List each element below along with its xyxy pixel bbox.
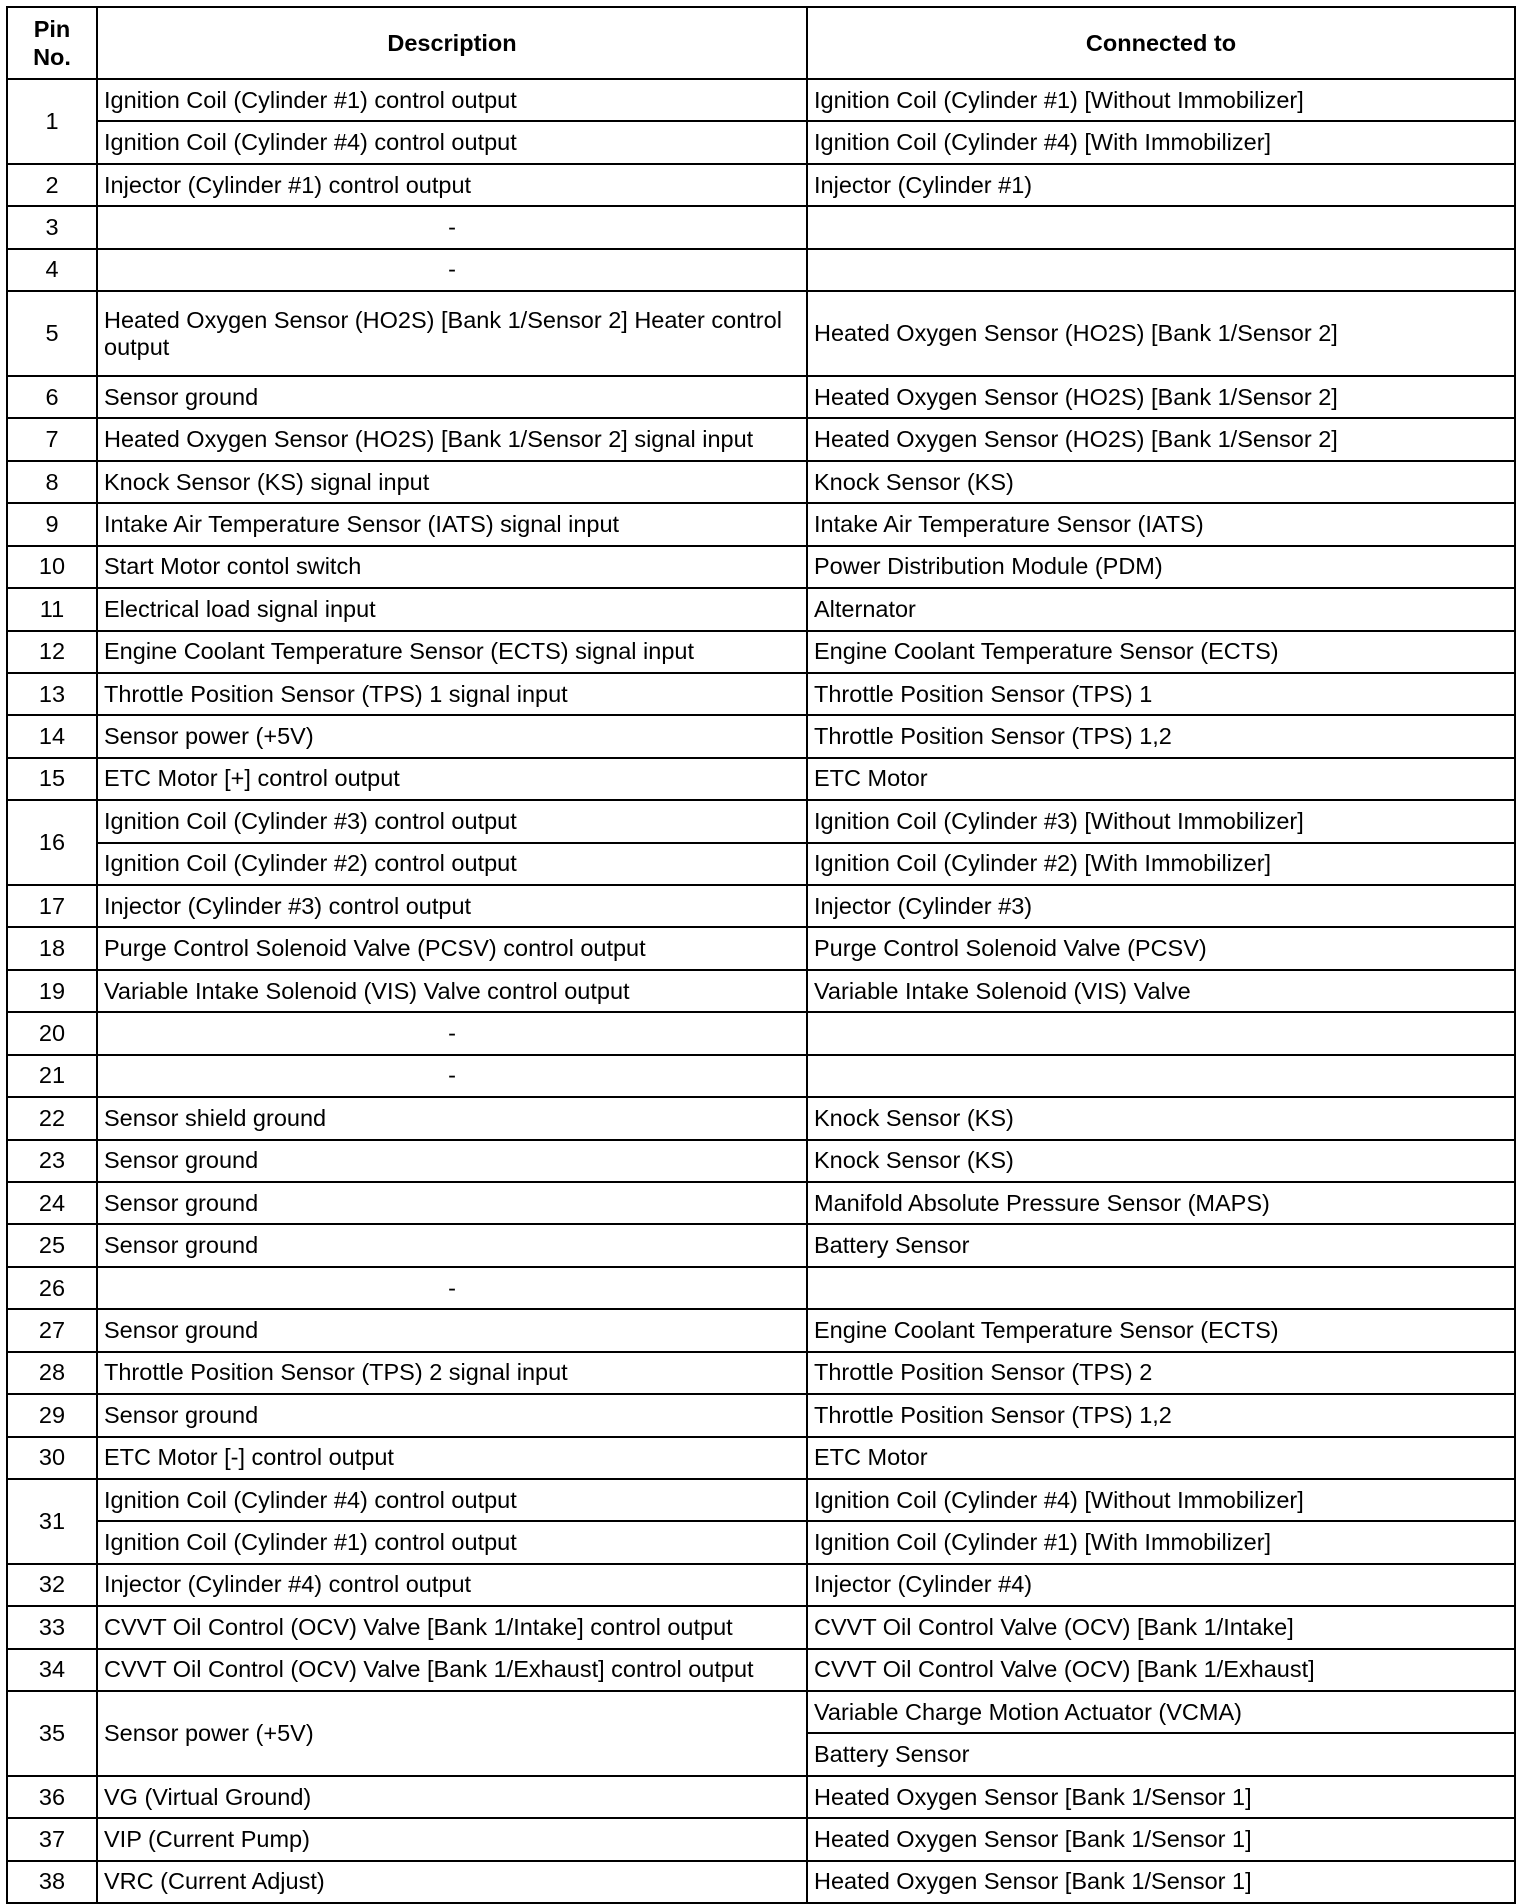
connected-to-cell: CVVT Oil Control Valve (OCV) [Bank 1/Exhaust] — [807, 1649, 1515, 1691]
table-row — [7, 1479, 1515, 1521]
connected-to-cell: Heated Oxygen Sensor [Bank 1/Sensor 1] — [807, 1818, 1515, 1860]
table-row — [7, 1649, 1515, 1691]
table-row — [7, 885, 1515, 927]
connected-to-cell: Ignition Coil (Cylinder #1) [With Immobilizer] — [807, 1521, 1515, 1563]
pin-number: 19 — [7, 970, 97, 1012]
description-cell: - — [97, 1055, 807, 1097]
description-cell: Sensor shield ground — [97, 1097, 807, 1139]
pin-number: 21 — [7, 1055, 97, 1097]
pin-number: 11 — [7, 588, 97, 630]
table-row — [7, 546, 1515, 588]
table-row — [7, 1818, 1515, 1860]
description-cell: Sensor ground — [97, 1140, 807, 1182]
connected-to-cell: Battery Sensor — [807, 1224, 1515, 1266]
pin-number: 37 — [7, 1818, 97, 1860]
description-cell: Ignition Coil (Cylinder #4) control output — [97, 121, 807, 163]
pin-number: 35 — [7, 1691, 97, 1776]
pin-number: 1 — [7, 79, 97, 164]
pin-number: 26 — [7, 1267, 97, 1309]
table-row — [7, 1861, 1515, 1903]
connected-to-cell: Heated Oxygen Sensor [Bank 1/Sensor 1] — [807, 1861, 1515, 1903]
description-cell: Start Motor contol switch — [97, 546, 807, 588]
pin-number: 25 — [7, 1224, 97, 1266]
table-row — [7, 1437, 1515, 1479]
description-cell: Sensor ground — [97, 1309, 807, 1351]
table-row — [7, 1224, 1515, 1266]
pin-number: 2 — [7, 164, 97, 206]
header-row — [7, 7, 1515, 79]
pin-number: 14 — [7, 715, 97, 757]
connected-to-cell: Injector (Cylinder #4) — [807, 1564, 1515, 1606]
description-cell: Engine Coolant Temperature Sensor (ECTS) signal input — [97, 631, 807, 673]
pin-number: 18 — [7, 927, 97, 969]
description-cell: Sensor ground — [97, 1182, 807, 1224]
connected-to-cell — [807, 249, 1515, 291]
table-row — [7, 588, 1515, 630]
table-row — [7, 1691, 1515, 1733]
pin-number: 31 — [7, 1479, 97, 1564]
description-cell: Variable Intake Solenoid (VIS) Valve control output — [97, 970, 807, 1012]
table-row — [7, 1309, 1515, 1351]
description-cell: Throttle Position Sensor (TPS) 2 signal input — [97, 1352, 807, 1394]
pin-number: 15 — [7, 758, 97, 800]
description-cell: Injector (Cylinder #3) control output — [97, 885, 807, 927]
description-cell: Knock Sensor (KS) signal input — [97, 461, 807, 503]
pin-number: 8 — [7, 461, 97, 503]
header-connected-to: Connected to — [807, 7, 1515, 79]
table-row — [7, 1182, 1515, 1224]
connected-to-cell: Alternator — [807, 588, 1515, 630]
description-cell: CVVT Oil Control (OCV) Valve [Bank 1/Intake] control output — [97, 1606, 807, 1648]
description-cell: Sensor ground — [97, 1224, 807, 1266]
pin-number: 34 — [7, 1649, 97, 1691]
pin-number: 3 — [7, 206, 97, 248]
connected-to-cell: Engine Coolant Temperature Sensor (ECTS) — [807, 631, 1515, 673]
pin-number: 16 — [7, 800, 97, 885]
table-row — [7, 1564, 1515, 1606]
table-row — [7, 1521, 1515, 1563]
description-cell: Ignition Coil (Cylinder #2) control output — [97, 843, 807, 885]
description-cell: Sensor power (+5V) — [97, 715, 807, 757]
description-cell: Ignition Coil (Cylinder #3) control output — [97, 800, 807, 842]
table-row — [7, 800, 1515, 842]
table-row — [7, 461, 1515, 503]
connected-to-cell: Knock Sensor (KS) — [807, 1140, 1515, 1182]
connected-to-cell: Ignition Coil (Cylinder #4) [With Immobilizer] — [807, 121, 1515, 163]
table-row — [7, 1352, 1515, 1394]
description-cell: Heated Oxygen Sensor (HO2S) [Bank 1/Sensor 2] signal input — [97, 418, 807, 460]
pin-number: 29 — [7, 1394, 97, 1436]
pin-number: 12 — [7, 631, 97, 673]
description-cell: Intake Air Temperature Sensor (IATS) signal input — [97, 503, 807, 545]
description-cell: ETC Motor [+] control output — [97, 758, 807, 800]
table-row — [7, 927, 1515, 969]
header-description: Description — [97, 7, 807, 79]
connected-to-cell: Throttle Position Sensor (TPS) 1,2 — [807, 715, 1515, 757]
table-row — [7, 631, 1515, 673]
pin-number: 17 — [7, 885, 97, 927]
connected-to-cell: Throttle Position Sensor (TPS) 2 — [807, 1352, 1515, 1394]
pin-number: 27 — [7, 1309, 97, 1351]
pin-number: 38 — [7, 1861, 97, 1903]
table-row — [7, 1606, 1515, 1648]
table-row — [7, 970, 1515, 1012]
connected-to-cell: ETC Motor — [807, 1437, 1515, 1479]
connected-to-cell: Engine Coolant Temperature Sensor (ECTS) — [807, 1309, 1515, 1351]
table-row — [7, 418, 1515, 460]
pin-number: 6 — [7, 376, 97, 418]
connected-to-cell — [807, 1055, 1515, 1097]
description-cell: VG (Virtual Ground) — [97, 1776, 807, 1818]
description-cell: Injector (Cylinder #4) control output — [97, 1564, 807, 1606]
table-body — [7, 79, 1515, 1903]
pin-number: 9 — [7, 503, 97, 545]
table-row — [7, 673, 1515, 715]
connected-to-cell: ETC Motor — [807, 758, 1515, 800]
pin-table — [6, 6, 1516, 1904]
table-row — [7, 249, 1515, 291]
table-row — [7, 79, 1515, 121]
description-cell: - — [97, 206, 807, 248]
connected-to-cell: Ignition Coil (Cylinder #2) [With Immobilizer] — [807, 843, 1515, 885]
connected-to-cell: Heated Oxygen Sensor (HO2S) [Bank 1/Sensor 2] — [807, 418, 1515, 460]
table-row — [7, 1394, 1515, 1436]
connected-to-cell: Injector (Cylinder #3) — [807, 885, 1515, 927]
connected-to-cell: Purge Control Solenoid Valve (PCSV) — [807, 927, 1515, 969]
pin-number: 23 — [7, 1140, 97, 1182]
pin-number: 7 — [7, 418, 97, 460]
description-cell: Sensor ground — [97, 1394, 807, 1436]
table-row — [7, 206, 1515, 248]
description-cell: VRC (Current Adjust) — [97, 1861, 807, 1903]
pin-number: 36 — [7, 1776, 97, 1818]
connected-to-cell: Ignition Coil (Cylinder #4) [Without Immobilizer] — [807, 1479, 1515, 1521]
connected-to-cell: Heated Oxygen Sensor [Bank 1/Sensor 1] — [807, 1776, 1515, 1818]
connected-to-cell — [807, 1267, 1515, 1309]
table-row — [7, 1140, 1515, 1182]
table-row — [7, 376, 1515, 418]
description-cell: Heated Oxygen Sensor (HO2S) [Bank 1/Sensor 2] Heater control output — [97, 291, 807, 376]
table-row — [7, 1012, 1515, 1054]
connected-to-cell: Manifold Absolute Pressure Sensor (MAPS) — [807, 1182, 1515, 1224]
pin-number: 33 — [7, 1606, 97, 1648]
description-cell: ETC Motor [-] control output — [97, 1437, 807, 1479]
description-cell: - — [97, 1267, 807, 1309]
table-row — [7, 1055, 1515, 1097]
pin-number: 24 — [7, 1182, 97, 1224]
connected-to-cell: Heated Oxygen Sensor (HO2S) [Bank 1/Sensor 2] — [807, 291, 1515, 376]
connected-to-cell: Variable Charge Motion Actuator (VCMA) — [807, 1691, 1515, 1733]
description-cell: Ignition Coil (Cylinder #4) control output — [97, 1479, 807, 1521]
pin-number: 32 — [7, 1564, 97, 1606]
table-row — [7, 715, 1515, 757]
pin-number: 28 — [7, 1352, 97, 1394]
description-cell: - — [97, 249, 807, 291]
pin-number: 13 — [7, 673, 97, 715]
connected-to-cell: Heated Oxygen Sensor (HO2S) [Bank 1/Sensor 2] — [807, 376, 1515, 418]
connected-to-cell: Knock Sensor (KS) — [807, 461, 1515, 503]
table-row — [7, 121, 1515, 163]
description-cell: Ignition Coil (Cylinder #1) control output — [97, 1521, 807, 1563]
description-cell: Throttle Position Sensor (TPS) 1 signal input — [97, 673, 807, 715]
description-cell: VIP (Current Pump) — [97, 1818, 807, 1860]
pin-number: 30 — [7, 1437, 97, 1479]
table-row — [7, 758, 1515, 800]
connected-to-cell — [807, 1012, 1515, 1054]
description-cell: Sensor power (+5V) — [97, 1691, 807, 1776]
table-row — [7, 291, 1515, 376]
pin-number: 5 — [7, 291, 97, 376]
description-cell: Injector (Cylinder #1) control output — [97, 164, 807, 206]
description-cell: Electrical load signal input — [97, 588, 807, 630]
connected-to-cell: Knock Sensor (KS) — [807, 1097, 1515, 1139]
table-row — [7, 164, 1515, 206]
pin-number: 4 — [7, 249, 97, 291]
description-cell: Sensor ground — [97, 376, 807, 418]
connected-to-cell: Injector (Cylinder #1) — [807, 164, 1515, 206]
connected-to-cell: Throttle Position Sensor (TPS) 1 — [807, 673, 1515, 715]
connected-to-cell: Throttle Position Sensor (TPS) 1,2 — [807, 1394, 1515, 1436]
description-cell: Ignition Coil (Cylinder #1) control output — [97, 79, 807, 121]
table-row — [7, 1097, 1515, 1139]
connected-to-cell — [807, 206, 1515, 248]
table-row — [7, 1776, 1515, 1818]
header-pin-no: Pin No. — [7, 7, 97, 79]
connected-to-cell: Ignition Coil (Cylinder #3) [Without Immobilizer] — [807, 800, 1515, 842]
description-cell: - — [97, 1012, 807, 1054]
connected-to-cell: Variable Intake Solenoid (VIS) Valve — [807, 970, 1515, 1012]
connected-to-cell: CVVT Oil Control Valve (OCV) [Bank 1/Intake] — [807, 1606, 1515, 1648]
connected-to-cell: Power Distribution Module (PDM) — [807, 546, 1515, 588]
connected-to-cell: Intake Air Temperature Sensor (IATS) — [807, 503, 1515, 545]
pin-number: 20 — [7, 1012, 97, 1054]
description-cell: Purge Control Solenoid Valve (PCSV) control output — [97, 927, 807, 969]
pin-number: 10 — [7, 546, 97, 588]
connected-to-cell: Battery Sensor — [807, 1733, 1515, 1775]
table-row — [7, 503, 1515, 545]
table-row — [7, 843, 1515, 885]
connected-to-cell: Ignition Coil (Cylinder #1) [Without Immobilizer] — [807, 79, 1515, 121]
pin-number: 22 — [7, 1097, 97, 1139]
table-row — [7, 1267, 1515, 1309]
description-cell: CVVT Oil Control (OCV) Valve [Bank 1/Exhaust] control output — [97, 1649, 807, 1691]
